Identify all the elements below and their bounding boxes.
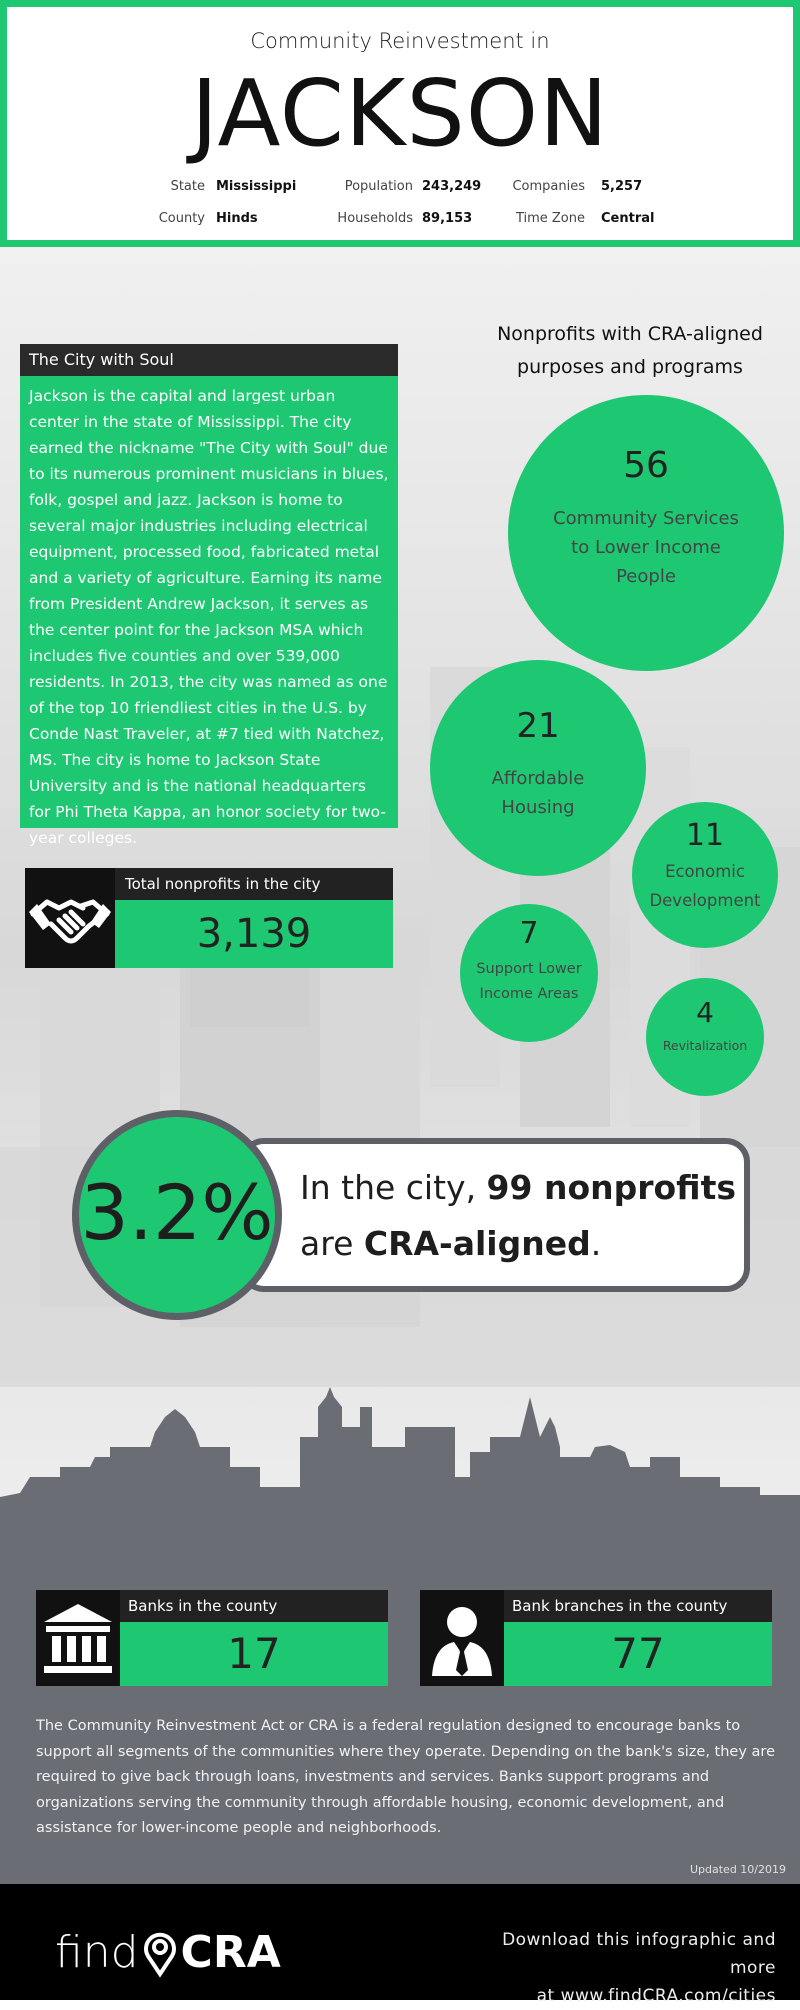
- fact-label-population: Population: [344, 179, 413, 194]
- category-bubble-affordable-housing: [430, 660, 646, 876]
- fact-value-population: 243,249: [422, 179, 482, 194]
- cra-share-line1-bold: 99 nonprofits: [486, 1168, 737, 1207]
- cra-share-text: [300, 1160, 740, 1272]
- fact-label-timezone: Time Zone: [515, 211, 585, 226]
- category-count: 7: [519, 916, 539, 951]
- subtitle: Community Reinvestment in: [250, 29, 550, 53]
- nonprofits-total-card: [25, 868, 393, 968]
- fact-label-state: State: [170, 179, 205, 194]
- download-line1: Download this infographic and more: [502, 1930, 776, 1978]
- download-text: [470, 1926, 776, 2010]
- cra-share-line2-suffix: .: [590, 1224, 602, 1263]
- category-bubble-economic-development: [632, 802, 778, 948]
- nonprofits-total-value: 3,139: [115, 900, 393, 968]
- about-title: The City with Soul: [20, 344, 398, 376]
- category-count: 4: [696, 996, 714, 1029]
- brand-left: find: [55, 1927, 139, 1978]
- cra-share-percent: 3.2%: [80, 1168, 274, 1257]
- cra-description: The Community Reinvestment Act or CRA is a federal regulation designed to encourage banks to support all segments of the communities where they operate. Depending on the bank's size, they are required to give back through loans, investments and services. Banks support programs and organizations serving the community through affordable housing, economic development, and assistance for lower-income people and neighborhoods.: [36, 1718, 775, 1836]
- nonprofits-total-label: Total nonprofits in the city: [115, 868, 393, 900]
- cra-share-line2-prefix: are: [300, 1224, 364, 1263]
- category-count: 11: [685, 818, 725, 853]
- fact-value-state: Mississippi: [216, 179, 297, 194]
- bank-icon: [36, 1590, 120, 1686]
- about-body: Jackson is the capital and largest urban center in the state of Mississippi. The city earned the nickname "The City with Soul" due to its numerous prominent musicians in blues, folk, gospel and jazz. Jackson is home to several major industries including electrical equipment, processed food, fabricated metal and a variety of agriculture. Earning its name from President Andrew Jackson, it serves as the center point for the Jackson MSA which includes five counties and over 539,000 residents. In 2013, the city was named as one of the top 10 friendliest cities in the U.S. by Conde Nast Traveler, at #7 tied with Natchez, MS. The city is home to Jackson State University and is the national headquarters for Phi Theta Kappa, an honor society for two-year colleges.: [20, 376, 398, 828]
- category-bubble-support-lower-income-areas: [460, 904, 598, 1042]
- cra-share-line2-bold: CRA-aligned: [363, 1224, 591, 1263]
- category-bubble-community-services: [508, 395, 784, 671]
- bank-branches-value: 77: [504, 1622, 772, 1686]
- skyline-silhouette: [0, 1317, 800, 1530]
- banks-card: [36, 1590, 388, 1686]
- category-label: Affordable Housing: [491, 768, 585, 818]
- bank-branches-label: Bank branches in the county: [504, 1590, 772, 1622]
- banks-value: 17: [120, 1622, 388, 1686]
- category-label: Economic Development: [649, 862, 761, 910]
- header-panel: [0, 0, 800, 247]
- fact-value-county: Hinds: [216, 211, 258, 226]
- fact-value-households: 89,153: [422, 211, 473, 226]
- category-count: 56: [623, 445, 669, 486]
- updated-date: Updated 10/2019: [689, 1863, 786, 1876]
- category-label: Community Services to Lower Income People: [553, 508, 739, 587]
- fact-label-county: County: [158, 211, 205, 226]
- category-count: 21: [516, 706, 560, 746]
- category-label: Revitalization: [662, 1038, 748, 1053]
- location-pin-icon: [141, 1928, 179, 1978]
- fact-value-timezone: Central: [601, 211, 655, 226]
- banks-label: Banks in the county: [120, 1590, 388, 1622]
- city-title: JACKSON: [190, 60, 610, 167]
- bank-branches-card: [420, 1590, 772, 1686]
- cra-share-line1-prefix: In the city,: [300, 1168, 487, 1207]
- download-link[interactable]: at www.findCRA.com/cities: [536, 1986, 776, 2006]
- brand-logo: [55, 1928, 281, 1978]
- fact-value-companies: 5,257: [601, 179, 643, 194]
- category-label: Support Lower Income Areas: [476, 961, 582, 1002]
- fact-label-households: Households: [337, 211, 413, 226]
- cra-categories-heading: Nonprofits with CRA-aligned purposes and programs: [497, 323, 763, 378]
- category-bubble-revitalization: [646, 978, 764, 1096]
- fact-label-companies: Companies: [512, 179, 585, 194]
- banker-icon: [420, 1590, 504, 1686]
- handshake-icon: [25, 868, 115, 968]
- brand-right: CRA: [180, 1927, 281, 1978]
